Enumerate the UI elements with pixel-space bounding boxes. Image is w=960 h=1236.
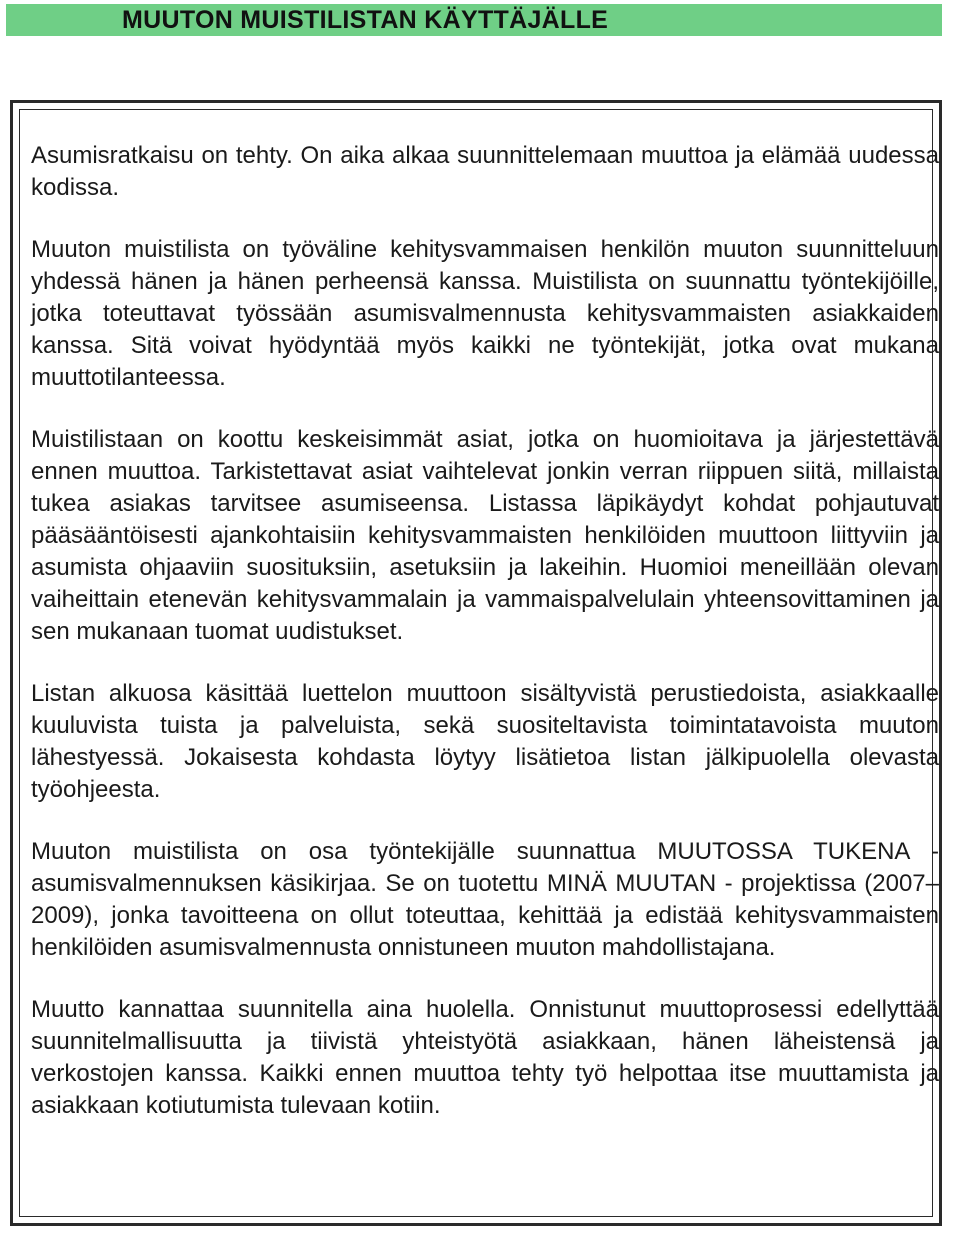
paragraph-contents: Muistilistaan on koottu keskeisimmät asiat, jotka on huomioitava ja järjestettävä ennen muuttoa. Tarkistettavat asiat vaihtelevat jonkin verran riippuen siitä, millaista tukea asiakas tarvitsee asumiseensa. Listassa läpikäydyt kohdat pohjautuvat pääsääntöisesti ajankohtaisiin kehitysvammaisten henkilöiden muuttoon liittyviin ja asumista ohjaaviin suosituksiin, asetuksiin ja lakeihin. Huomioi meneillään olevan vaiheittain etenevän kehitysvammalain ja vammaispalvelulain yhteensovittaminen ja sen mukanaan tuomat uudistukset. bbox=[31, 426, 939, 645]
paragraph-intro: Asumisratkaisu on tehty. On aika alkaa suunnittelemaan muuttoa ja elämää uudessa kodissa. bbox=[31, 142, 939, 201]
content-body bbox=[31, 140, 939, 1152]
paragraph-advice: Muutto kannattaa suunnitella aina huolella. Onnistunut muuttoprosessi edellyttää suunnitelmallisuutta ja tiivistä yhteistyötä asiakkaan, hänen läheistensä ja verkostojen kanssa. Kaikki ennen muuttoa tehty työ helpottaa itse muuttamista ja asiakkaan kotiutumista tulevaan kotiin. bbox=[31, 996, 939, 1119]
paragraph-purpose: Muuton muistilista on työväline kehitysvammaisen henkilön muuton suunnitteluun yhdessä hänen ja hänen perheensä kanssa. Muistilista on suunnattu työntekijöille, jotka toteuttavat työssään asumisvalmennusta kehitysvammaisten asiakkaiden kanssa. Sitä voivat hyödyntää myös kaikki ne työntekijät, jotka ovat mukana muuttotilanteessa. bbox=[31, 236, 939, 391]
paragraph-structure: Listan alkuosa käsittää luettelon muuttoon sisältyvistä perustiedoista, asiakkaalle kuuluvista tuista ja palveluista, sekä suositeltavista toimintatavoista muuton lähestyessä. Jokaisesta kohdasta löytyy lisätietoa listan jälkipuolella olevasta työohjeesta. bbox=[31, 680, 939, 803]
title-bar bbox=[6, 4, 942, 36]
page-title: MUUTON MUISTILISTAN KÄYTTÄJÄLLE bbox=[122, 5, 609, 34]
paragraph-origin: Muuton muistilista on osa työntekijälle suunnattua MUUTOSSA TUKENA - asumisvalmennuksen käsikirjaa. Se on tuotettu MINÄ MUUTAN - projektissa (2007–2009), jonka tavoitteena on ollut toteuttaa, kehittää ja edistää kehitysvammaisten henkilöiden asumisvalmennusta onnistuneen muuton mahdollistajana. bbox=[31, 838, 939, 961]
